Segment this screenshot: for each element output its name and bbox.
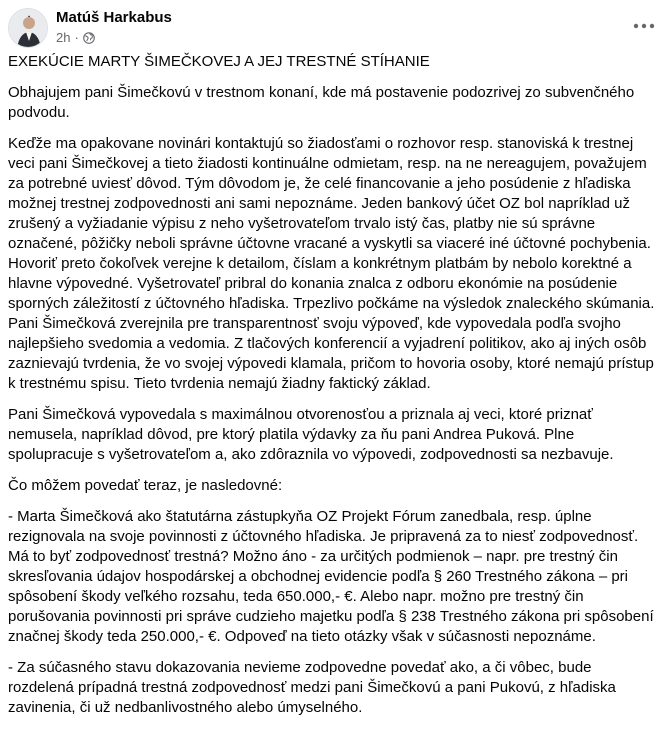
post-paragraph: Pani Šimečková vypovedala s maximálnou otvorenosťou a priznala aj veci, ktoré priznať nemusela, napríklad dôvod, pre ktorý platila výdavky za ňu pani Andrea Puková. Plne spolupracuje s vyšetrovateľom a, ako zdôraznila vo výpovedi, zodpovednosti sa nezbavuje. [8,406,614,463]
avatar-photo-icon [9,9,48,48]
post-paragraph: Čo môžem povedať teraz, je nasledovné: [8,477,283,494]
post-header [8,8,663,50]
post-time[interactable]: 2h [56,30,71,45]
post-title: EXEKÚCIE MARTY ŠIMEČKOVEJ A JEJ TRESTNÉ STÍHANIE [8,53,430,70]
meta-separator: · [74,30,79,45]
post-paragraph: Obhajujem pani Šimečkovú v trestnom konaní, kde má postavenie podozrivej zo subvenčného podvodu. [8,84,635,121]
post-meta [56,30,95,45]
author-name[interactable]: Matúš Harkabus [56,9,172,26]
avatar[interactable] [8,8,48,48]
more-options-button[interactable] [629,14,659,38]
post-paragraph: Keďže ma opakovane novinári kontaktujú so žiadosťami o rozhovor resp. stanoviská k trestnej veci pani Šimečkovej a tieto žiadosti kontinuálne odmietam, resp. na ne nereagujem, považujem za potrebné uviesť dôvod. Tým dôvodom je, že celé financovanie a jeho posúdenie z hľadiska možnej trestnej zodpovednosti ani sami nepoznáme. Jeden bankový účet OZ bol napríklad už zrušený a vyžiadanie výpisu z neho vyšetrovateľom trvalo istý čas, platby nie sú správne označené, pôžičky neboli správne účtovne vracané a vyskytli sa viaceré iné účtovné pochybenia. Hovoriť preto čokoľvek verejne k detailom, číslam a konkrétnym platbám by nebolo korektné a hlavne výpovedné. Vyšetrovateľ pribral do konania znalca z odboru ekonómie na posúdenie sporných záležitostí z účtovného hľadiska. Trpezlivo počkáme na výsledok znaleckého skúmania. Pani Šimečková zverejnila pre transparentnosť svoju výpoveď, kde vypovedala podľa svojho najlepšieho svedomia a vedomia. Z tlačových konferencií a vyjadrení politikov, ako aj iných osôb zaznievajú tvrdenia, že vo svojej výpovedi klamala, pričom to hovoria osoby, ktoré nemajú prístup k trestnému spisu. Tieto tvrdenia nemajú žiadny faktický základ. [8,135,655,392]
three-dots-icon [633,23,655,29]
globe-icon [83,32,95,44]
post-body [8,52,658,729]
post-paragraph: - Za súčasného stavu dokazovania nevieme zodpovedne povedať ako, a či vôbec, bude rozdelená prípadná trestná zodpovednosť medzi pani Šimečkovú a pani Pukovú, z hľadiska zavinenia, či už nedbanlivostného alebo úmyselného. [8,659,616,716]
post-paragraph: - Marta Šimečková ako štatutárna zástupkyňa OZ Projekt Fórum zanedbala, resp. úplne rezignovala na svoje povinnosti z účtovného hľadiska. Je pripravená za to niesť zodpovednosť. Má to byť zodpovednosť trestná? Možno áno - za určitých podmienok – napr. pre trestný čin skresľovania údajov hospodárskej a obchodnej evidencie podľa § 260 Trestného zákona – pri spôsobení škody veľkého rozsahu, teda 650.000,- €. Alebo napr. možno pre trestný čin porušovania povinnosti pri správe cudzieho majetku podľa § 238 Trestného zákona pri spôsobení značnej škody teda 250.000,- €. Odpoveď na tieto otázky však v súčasnosti nepoznáme. [8,508,654,645]
